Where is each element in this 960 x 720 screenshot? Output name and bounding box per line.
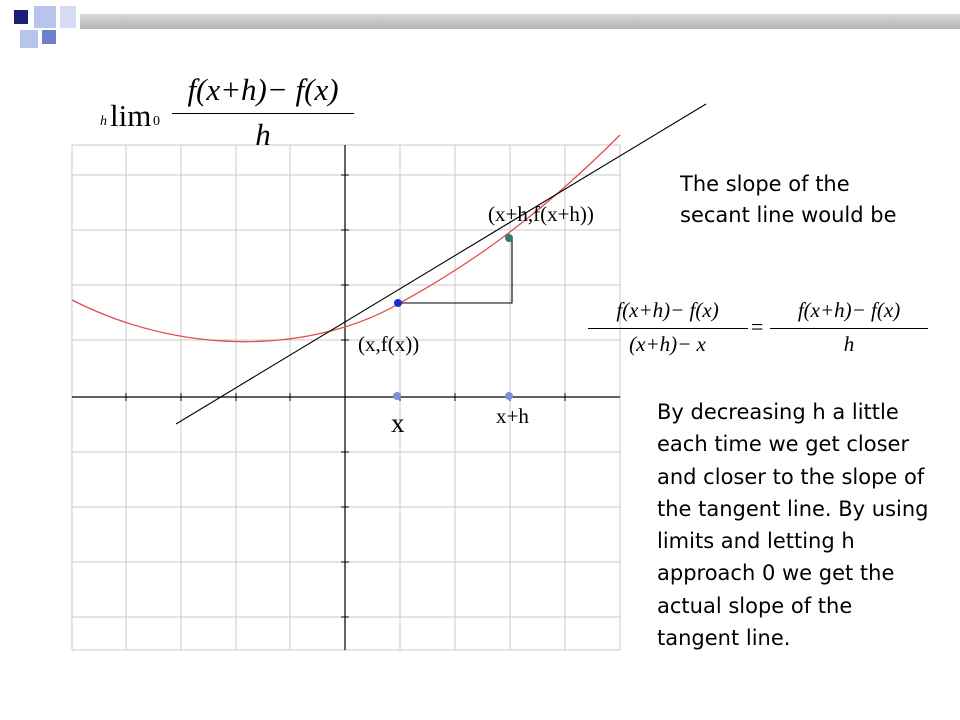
- tick-point-xh: [505, 392, 513, 400]
- secant-description: The slope of the secant line would be: [680, 172, 897, 227]
- secant-slope-equation: [585, 298, 935, 362]
- limit-target: 0: [153, 114, 160, 129]
- equation-right-numerator: f(x+h)− f(x): [797, 298, 901, 322]
- limit-var: h: [100, 114, 107, 129]
- label-tick-xh: x+h: [496, 404, 529, 428]
- label-tick-x: x: [391, 408, 405, 438]
- parabola-curve: [72, 135, 620, 342]
- equation-left-bar: [588, 328, 748, 329]
- limit-word: lim: [110, 98, 152, 133]
- limit-formula: [100, 72, 360, 152]
- equation-right-bar: [770, 328, 928, 329]
- equation-left-numerator: f(x+h)− f(x): [616, 298, 719, 322]
- limit-denominator: h: [255, 117, 271, 152]
- equation-equals: =: [751, 314, 764, 339]
- limit-numerator: f(x+h)− f(x): [187, 72, 339, 107]
- equation-right-denominator: h: [843, 332, 855, 356]
- tick-point-x: [393, 392, 401, 400]
- point-x-fx: [394, 299, 402, 307]
- limit-fraction-bar: [172, 113, 354, 114]
- label-point-upper: (x+h,f(x+h)): [488, 202, 594, 226]
- equation-left-denominator: (x+h)− x: [629, 332, 706, 356]
- limit-explanation: By decreasing h a little each time we get closer and closer to the slope of the tangent line. By using limits and letting h approach 0 we get the actual slope of the tangent line.: [657, 400, 929, 651]
- label-point-lower: (x,f(x)): [358, 332, 420, 356]
- point-xh-fxh: [505, 234, 513, 242]
